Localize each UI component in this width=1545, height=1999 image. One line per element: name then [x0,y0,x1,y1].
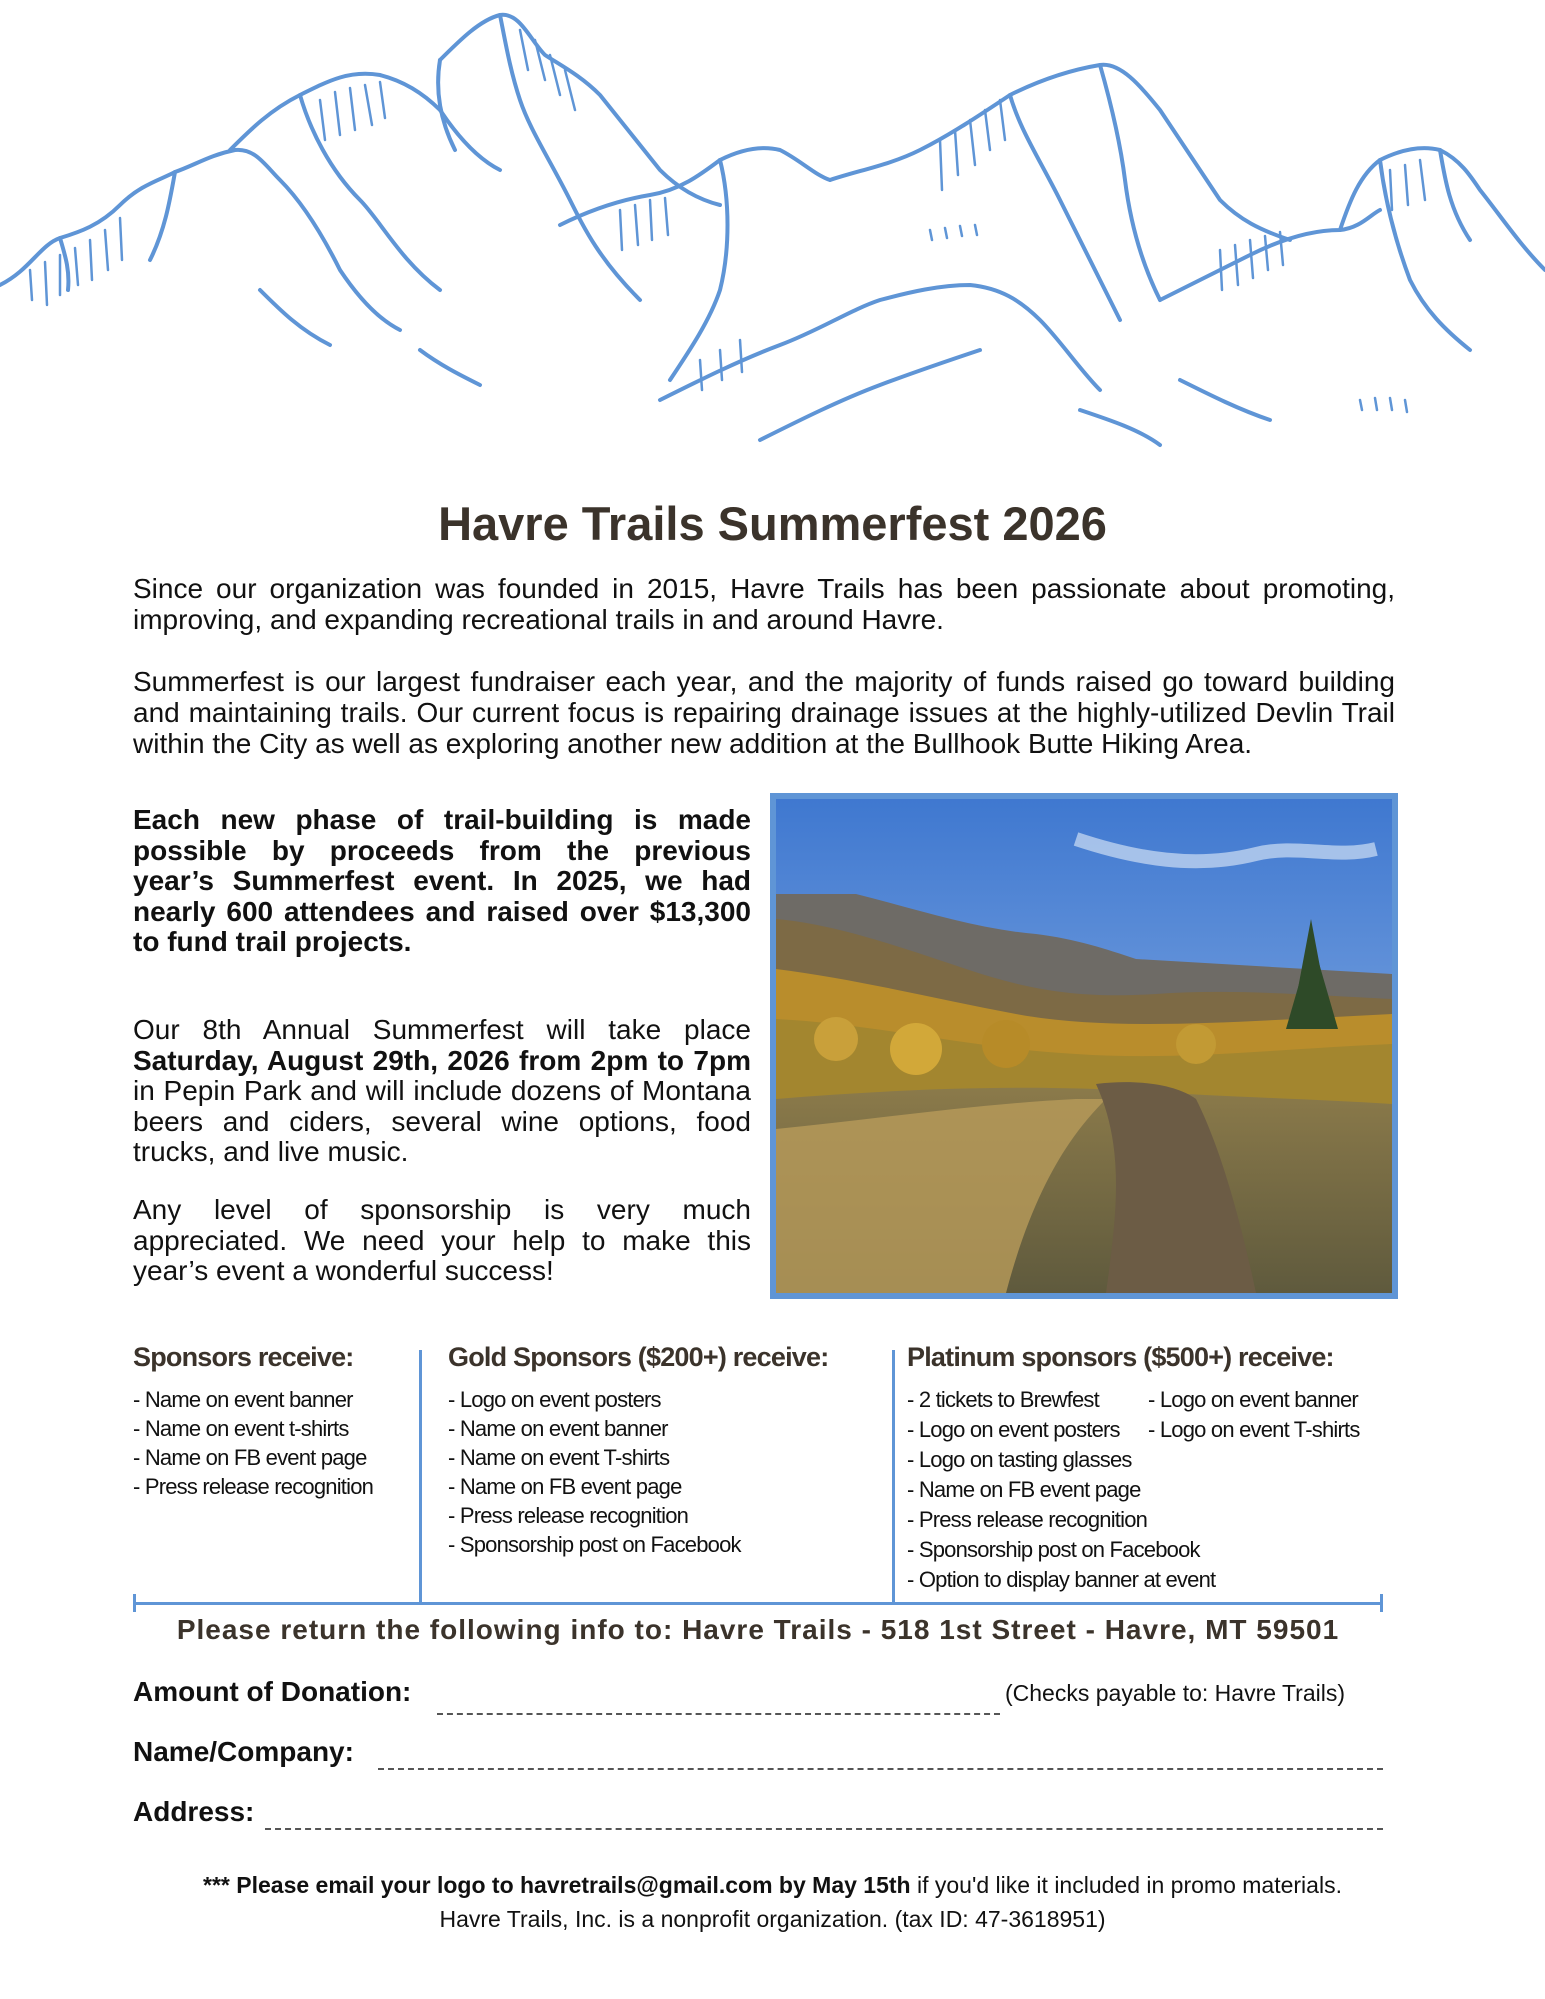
list-item: - Logo on event banner [1148,1387,1358,1412]
event-date-text: Saturday, August 29th, 2026 from 2pm to 7pm [133,1044,751,1076]
nonprofit-note: Havre Trails, Inc. is a nonprofit organization. (tax ID: 47-3618951) [439,1906,1106,1932]
list-item: - Option to display banner at event [907,1567,1216,1592]
return-address: Please return the following info to: Havre Trails - 518 1st Street - Havre, MT 59501 [176,1614,1340,1645]
list-item: - Logo on event T-shirts [1148,1417,1360,1442]
rule-end-cap-right [1380,1594,1383,1612]
list-item: - Logo on event posters [448,1387,661,1412]
list-item: - Name on FB event page [133,1445,367,1470]
list-item: - 2 tickets to Brewfest [907,1387,1099,1412]
name-company-label: Name/Company: [133,1736,354,1767]
list-item: - Name on event banner [133,1387,353,1412]
intro-paragraph-2: Summerfest is our largest fundraiser each year, and the majority of funds raised go toward building and maintaining trails. Our current focus is repairing drainage issues at the highly-utilized Devlin Trail within the City as well as exploring another new addition at the Bullhook Butte Hiking Area. [133,666,1395,759]
tier-sponsors-list [133,1385,373,1501]
logo-email-bold: *** Please email your logo to havretrails@gmail.com by May 15th [203,1872,911,1898]
list-item: - Press release recognition [133,1474,374,1499]
tier-divider-1 [419,1350,422,1603]
address-field[interactable] [265,1828,1383,1830]
event-intro-text: Our 8th Annual Summerfest will take place [133,1014,751,1045]
page-title: Havre Trails Summerfest 2026 [438,497,1107,550]
list-item: - Sponsorship post on Facebook [907,1537,1200,1562]
mountain-range-illustration [0,0,1545,470]
tier-divider-2 [892,1350,895,1603]
list-item: - Press release recognition [448,1503,689,1528]
list-item: - Press release recognition [907,1507,1148,1532]
tier-sponsors-heading: Sponsors receive: [133,1342,354,1372]
logo-email-note [0,1872,1545,1899]
list-item: - Name on event banner [448,1416,668,1441]
list-item: - Sponsorship post on Facebook [448,1532,741,1557]
address-label: Address: [133,1796,255,1827]
tier-bottom-rule [133,1602,1383,1605]
name-company-field[interactable] [378,1768,1383,1770]
tier-platinum-heading: Platinum sponsors ($500+) receive: [907,1342,1334,1372]
tier-gold-heading: Gold Sponsors ($200+) receive: [448,1342,829,1372]
amount-label: Amount of Donation: [133,1676,412,1707]
amount-field[interactable] [437,1713,1000,1715]
intro-paragraph-1: Since our organization was founded in 2015, Havre Trails has been passionate about promoting, improving, and expanding recreational trails in and around Havre. [133,573,1395,635]
list-item: - Logo on tasting glasses [907,1447,1132,1472]
tier-platinum-list-right [1148,1385,1360,1445]
trail-landscape-photo [770,793,1398,1299]
tier-gold-list [448,1385,741,1559]
impact-paragraph: Each new phase of trail-building is made possible by proceeds from the previous year’s Summerfest event. In 2025, we had nearly 600 attendees and raised over $13,300 to fund trail projects. [133,804,751,957]
list-item: - Logo on event posters [907,1417,1120,1442]
event-details-text: in Pepin Park and will include dozens of Montana beers and ciders, several wine options, food trucks, and live music. [133,1075,751,1167]
list-item: - Name on FB event page [448,1474,682,1499]
list-item: - Name on event t-shirts [133,1416,349,1441]
list-item: - Name on event T-shirts [448,1445,670,1470]
list-item: - Name on FB event page [907,1477,1141,1502]
rule-end-cap-left [133,1594,136,1612]
logo-email-rest: if you'd like it included in promo materials. [910,1872,1342,1898]
checks-note: (Checks payable to: Havre Trails) [1005,1680,1346,1706]
appeal-paragraph: Any level of sponsorship is very much appreciated. We need your help to make this year’s event a wonderful success! [133,1194,751,1286]
event-paragraph [133,1015,751,1168]
